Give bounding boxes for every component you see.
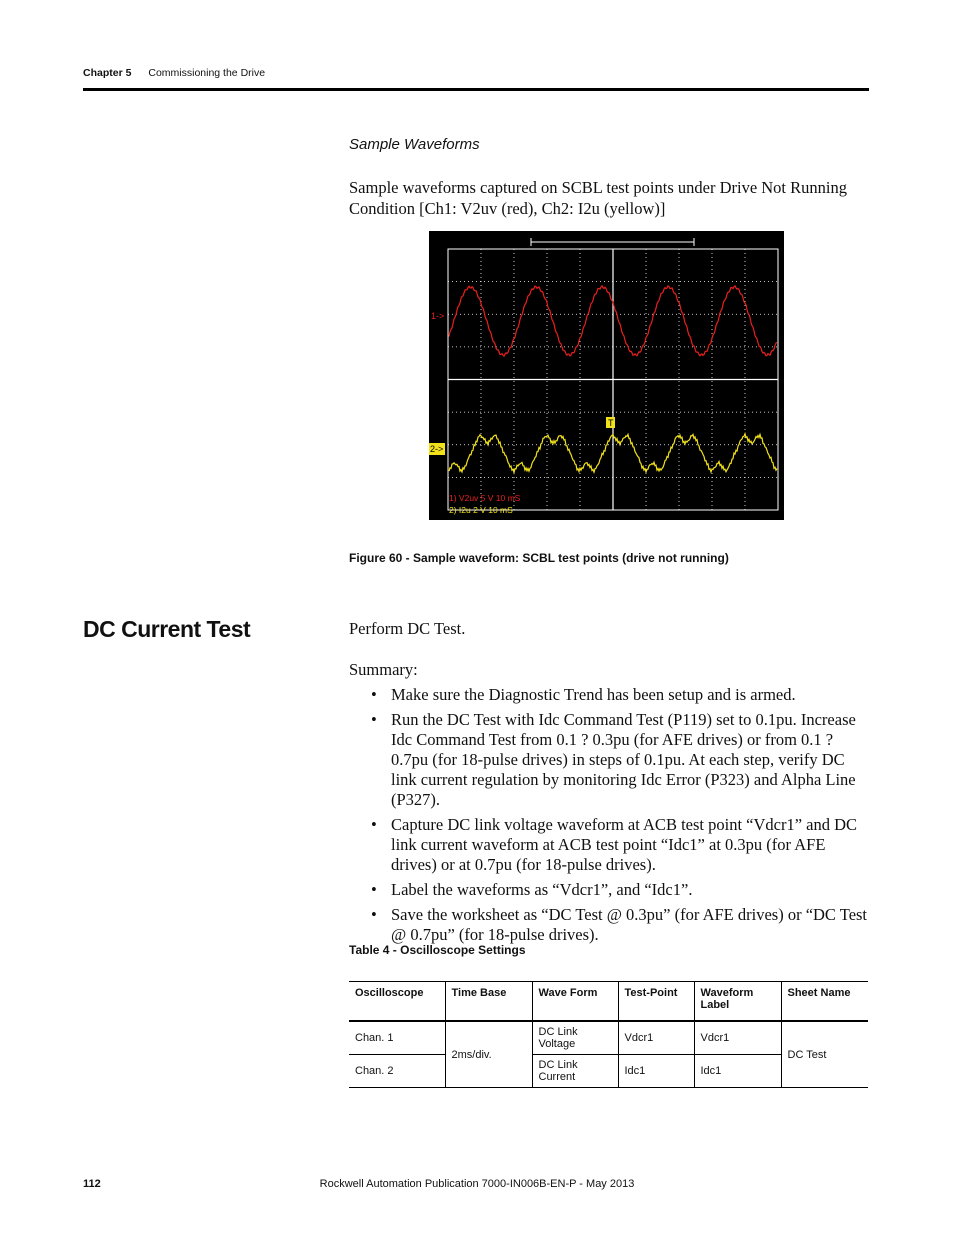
summary-list bbox=[371, 685, 869, 950]
chapter-title: Commissioning the Drive bbox=[148, 67, 266, 79]
ch2-readout: 2) I2u 2 V 10 mS bbox=[449, 505, 513, 515]
table-cell: 2ms/div. bbox=[445, 1021, 532, 1088]
bullet-icon: • bbox=[371, 815, 377, 834]
table-cell: Vdcr1 bbox=[618, 1021, 694, 1055]
scope-grid bbox=[448, 249, 778, 510]
list-item bbox=[371, 815, 869, 875]
table-header-row bbox=[349, 982, 868, 1022]
bullet-icon: • bbox=[371, 880, 377, 899]
list-item-text: Save the worksheet as “DC Test @ 0.3pu” (for AFE drives) or “DC Test @ 0.7pu” (for 18-pulse drives). bbox=[391, 905, 868, 944]
column-header: Waveform Label bbox=[694, 982, 781, 1022]
list-item-text: Make sure the Diagnostic Trend has been setup and is armed. bbox=[391, 685, 796, 704]
table-row bbox=[349, 1021, 868, 1055]
table-cell: Chan. 2 bbox=[349, 1055, 445, 1088]
summary-label: Summary: bbox=[349, 660, 418, 679]
oscilloscope-screenshot bbox=[429, 231, 784, 520]
header-rule bbox=[83, 88, 869, 91]
bullet-icon: • bbox=[371, 685, 377, 704]
list-item-text: Capture DC link voltage waveform at ACB test point “Vdcr1” and DC link current waveform at ACB test point “Idc1” at 0.3pu (for AFE drives) or at 0.7pu (for 18-pulse drives). bbox=[391, 815, 858, 874]
table-cell: Idc1 bbox=[694, 1055, 781, 1088]
list-item bbox=[371, 880, 869, 900]
list-item-text: Run the DC Test with Idc Command Test (P119) set to 0.1pu. Increase Idc Command Test from 0.1 ? 0.3pu (for AFE drives) or from 0.1 ? 0.7pu (for 18-pulse drives) in steps of 0.1pu. At each step, verify DC link current regulation by monitoring Idc Error (P323) and Alpha Line (P327). bbox=[391, 710, 856, 809]
list-item bbox=[371, 905, 869, 945]
ch1-readout: 1) V2uv 5 V 10 mS bbox=[449, 493, 521, 503]
oscilloscope-settings-table bbox=[349, 981, 868, 1088]
column-header: Time Base bbox=[445, 982, 532, 1022]
bullet-icon: • bbox=[371, 710, 377, 729]
column-header: Wave Form bbox=[532, 982, 618, 1022]
list-item bbox=[371, 685, 869, 705]
table-cell: Vdcr1 bbox=[694, 1021, 781, 1055]
table-caption: Table 4 - Oscilloscope Settings bbox=[349, 943, 526, 957]
publication-footer: Rockwell Automation Publication 7000-IN006B-EN-P - May 2013 bbox=[319, 1178, 635, 1190]
dc-test-intro: Perform DC Test. bbox=[349, 619, 466, 638]
table-cell: Chan. 1 bbox=[349, 1021, 445, 1055]
page-number: 112 bbox=[83, 1178, 101, 1190]
section-title: DC Current Test bbox=[83, 616, 251, 642]
trigger-marker: T bbox=[608, 418, 614, 428]
table-cell: DC Link Current bbox=[532, 1055, 618, 1088]
page-header bbox=[83, 67, 265, 79]
figure-caption: Figure 60 - Sample waveform: SCBL test points (drive not running) bbox=[349, 551, 729, 565]
column-header: Oscilloscope bbox=[349, 982, 445, 1022]
list-item-text: Label the waveforms as “Vdcr1”, and “Idc1”. bbox=[391, 880, 693, 899]
table-cell: Idc1 bbox=[618, 1055, 694, 1088]
oscilloscope-display bbox=[429, 231, 784, 520]
list-item bbox=[371, 710, 869, 810]
bullet-icon: • bbox=[371, 905, 377, 924]
ch1-marker: 1-> bbox=[431, 311, 445, 321]
column-header: Test-Point bbox=[618, 982, 694, 1022]
sample-waveforms-heading: Sample Waveforms bbox=[349, 136, 480, 153]
sample-waveforms-intro: Sample waveforms captured on SCBL test points under Drive Not Running Condition [Ch1: V2uv (red), Ch2: I2u (yellow)] bbox=[349, 178, 847, 218]
table-cell: DC Link Voltage bbox=[532, 1021, 618, 1055]
chapter-label: Chapter 5 bbox=[83, 67, 132, 79]
table-cell: DC Test bbox=[781, 1021, 868, 1088]
ch2-marker: 2-> bbox=[430, 444, 444, 454]
column-header: Sheet Name bbox=[781, 982, 868, 1022]
